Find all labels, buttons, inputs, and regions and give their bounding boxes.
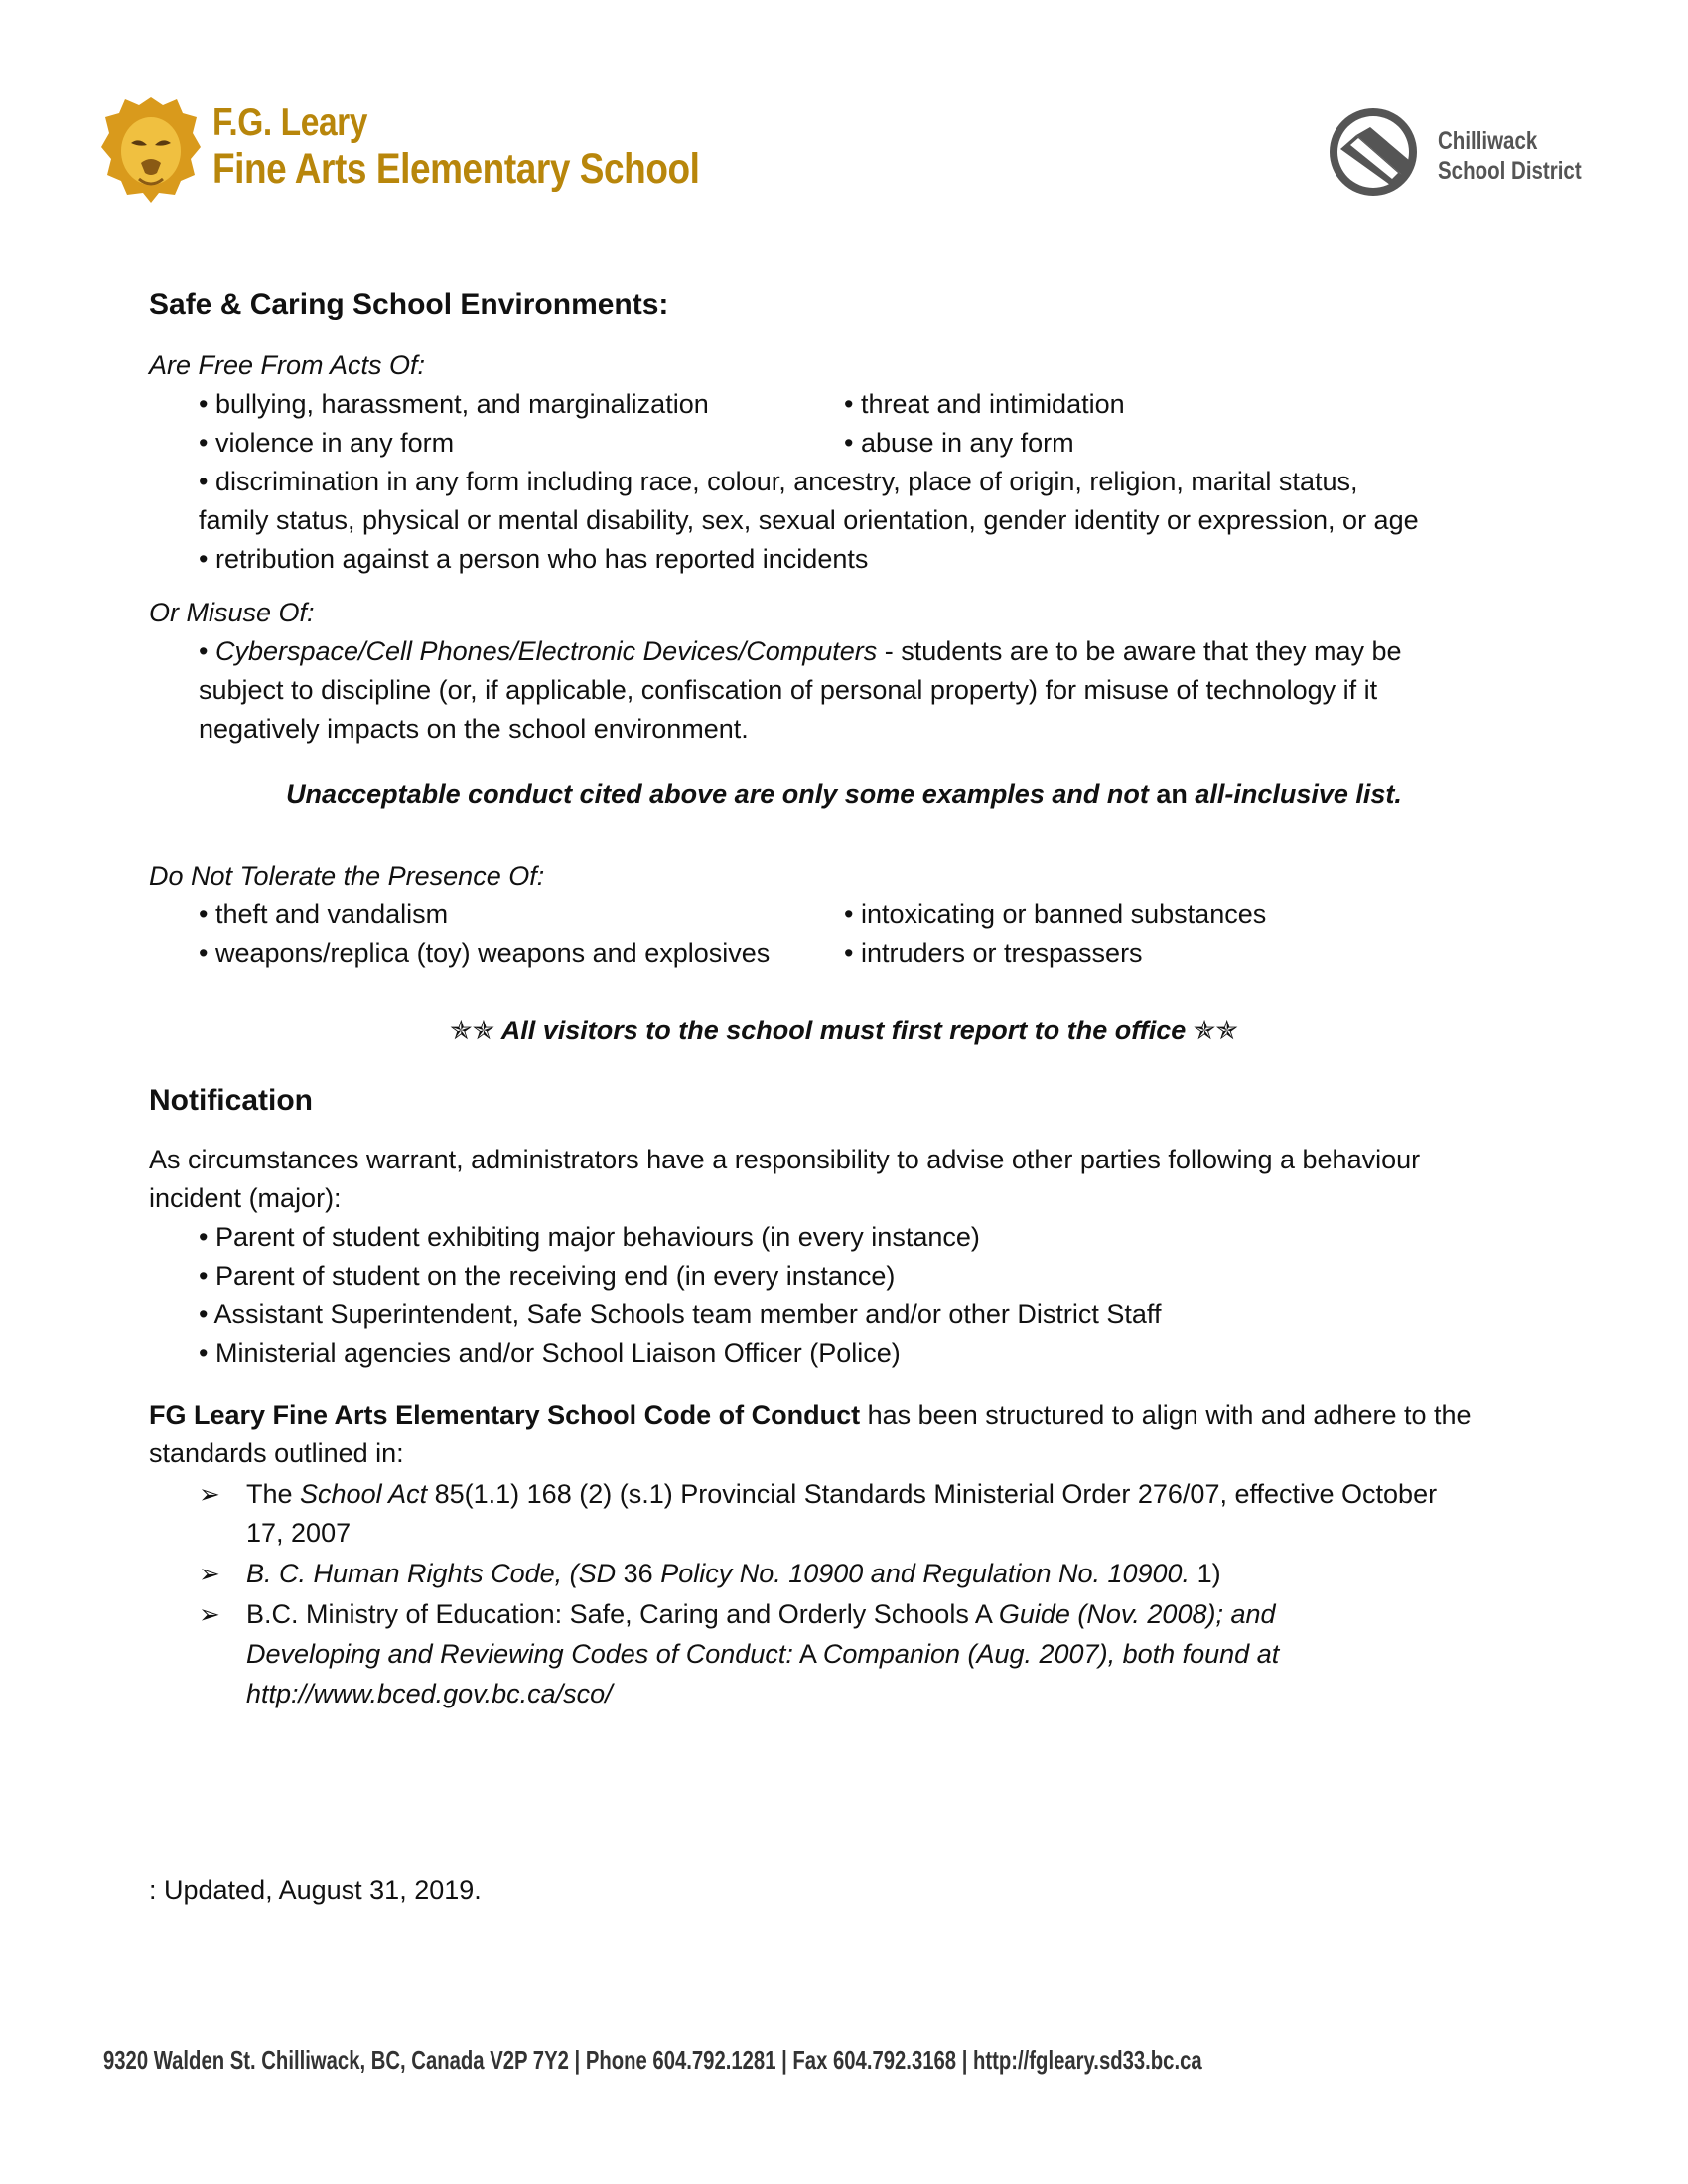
arrow-bullet-icon: ➢ xyxy=(199,1599,220,1629)
list-item: • weapons/replica (toy) weapons and explosives xyxy=(199,938,771,968)
arrow-bullet-icon: ➢ xyxy=(199,1559,220,1588)
retribution-item: • retribution against a person who has reported incidents xyxy=(199,544,869,574)
list-item: • abuse in any form xyxy=(844,428,1074,458)
notification-title: Notification xyxy=(149,1084,313,1117)
arrow-bullet-icon: ➢ xyxy=(199,1479,220,1509)
list-item: • intoxicating or banned substances xyxy=(844,899,1267,929)
misuse-line1 xyxy=(199,631,1402,671)
tolerate-label: Do Not Tolerate the Presence Of: xyxy=(149,861,545,890)
list-item: • intruders or trespassers xyxy=(844,938,1143,968)
misuse-label: Or Misuse Of: xyxy=(149,598,315,627)
school-name-line1: F.G. Leary xyxy=(212,101,368,144)
district-name-line2: School District xyxy=(1438,157,1582,185)
reference-item-cont: Developing and Reviewing Codes of Conduct: A Companion (Aug. 2007), both found at xyxy=(246,1639,1280,1669)
reference-item: B. C. Human Rights Code, (SD 36 Policy No. 10900 and Regulation No. 10900. 1) xyxy=(246,1559,1221,1588)
lion-head-icon xyxy=(101,95,201,205)
code-intro-line2: standards outlined in: xyxy=(149,1438,404,1468)
safe-caring-title: Safe & Caring School Environments: xyxy=(149,288,669,321)
notification-intro-line2: incident (major): xyxy=(149,1183,342,1213)
code-intro-line1: FG Leary Fine Arts Elementary School Code of Conduct has been structured to align with and adhere to the xyxy=(149,1400,1472,1430)
notification-intro-line1: As circumstances warrant, administrators have a responsibility to advise other parties following a behaviour xyxy=(149,1145,1421,1174)
misuse-line3: negatively impacts on the school environment. xyxy=(199,714,749,744)
list-item: • threat and intimidation xyxy=(844,389,1125,419)
list-item: • theft and vandalism xyxy=(199,899,449,929)
reference-item: The School Act 85(1.1) 168 (2) (s.1) Provincial Standards Ministerial Order 276/07, effective October xyxy=(246,1479,1438,1509)
list-item: • Assistant Superintendent, Safe Schools team member and/or other District Staff xyxy=(199,1299,1162,1329)
visitors-notice: ✯✯ All visitors to the school must first report to the office ✯✯ xyxy=(449,1016,1239,1045)
misuse-rest: - students are to be aware that they may be xyxy=(877,636,1402,666)
mountain-circle-icon xyxy=(1327,105,1420,199)
district-name-line1: Chilliwack xyxy=(1438,127,1538,155)
reference-item-cont: 17, 2007 xyxy=(246,1518,352,1548)
list-item: • Parent of student on the receiving end (in every instance) xyxy=(199,1261,896,1291)
discrimination-line2: family status, physical or mental disability, sex, sexual orientation, gender identity or expression, or age xyxy=(199,505,1419,535)
discrimination-line1: • discrimination in any form including race, colour, ancestry, place of origin, religion, marital status, xyxy=(199,467,1358,496)
reference-link[interactable]: http://www.bced.gov.bc.ca/sco/ xyxy=(246,1679,613,1708)
free-from-label: Are Free From Acts Of: xyxy=(149,350,426,380)
unacceptable-notice: Unacceptable conduct cited above are only some examples and not an all-inclusive list. xyxy=(286,779,1402,809)
misuse-bullet: • xyxy=(199,636,215,666)
list-item: • Ministerial agencies and/or School Liaison Officer (Police) xyxy=(199,1338,901,1368)
updated-date: : Updated, August 31, 2019. xyxy=(149,1875,482,1905)
misuse-line2: subject to discipline (or, if applicable, confiscation of personal property) for misuse of technology if it xyxy=(199,675,1378,705)
reference-item: B.C. Ministry of Education: Safe, Caring and Orderly Schools A Guide (Nov. 2008); and xyxy=(246,1599,1276,1629)
list-item: • Parent of student exhibiting major behaviours (in every instance) xyxy=(199,1222,980,1252)
code-of-conduct-name: FG Leary Fine Arts Elementary School Code of Conduct xyxy=(149,1400,861,1430)
misuse-devices: Cyberspace/Cell Phones/Electronic Devices/Computers xyxy=(214,636,878,666)
school-name-line2: Fine Arts Elementary School xyxy=(212,145,700,193)
list-item: • violence in any form xyxy=(199,428,455,458)
list-item: • bullying, harassment, and marginalization xyxy=(199,389,709,419)
footer-address: 9320 Walden St. Chilliwack, BC, Canada V2P 7Y2 | Phone 604.792.1281 | Fax 604.792.3168 | http://fgleary.sd33.bc.ca xyxy=(103,2045,1202,2075)
